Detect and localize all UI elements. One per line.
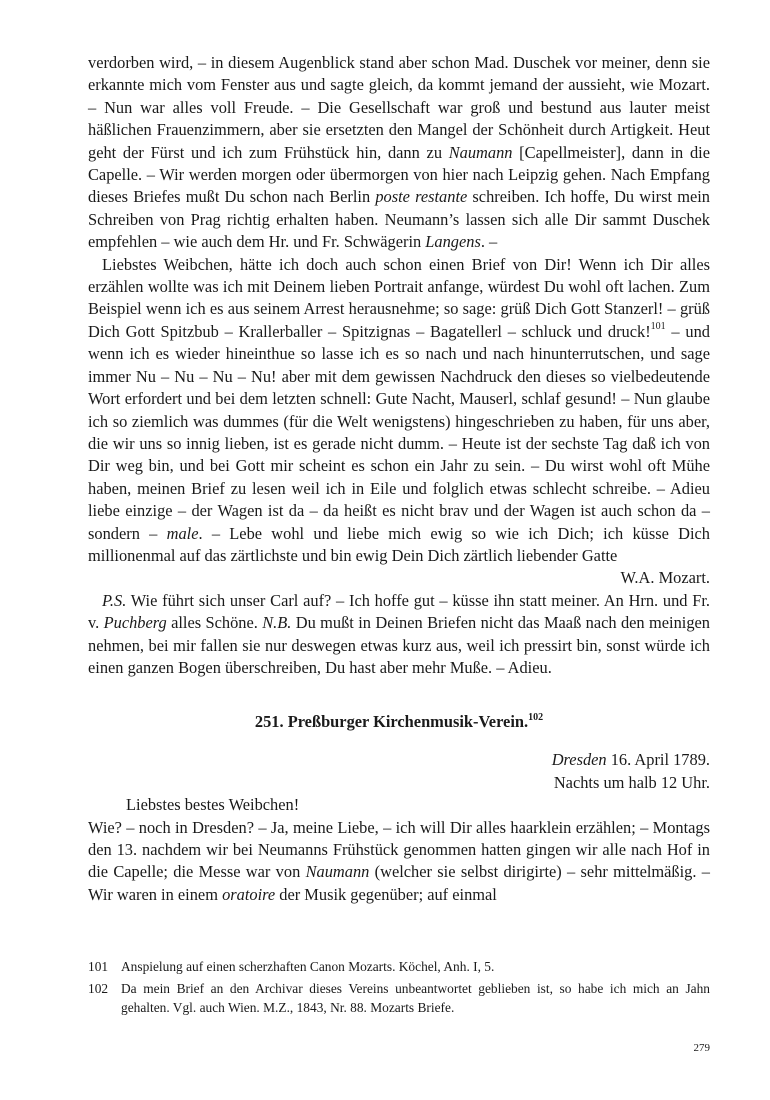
italic-name: Langens — [425, 232, 481, 252]
italic-word: oratoire — [222, 884, 276, 904]
paragraph — [88, 52, 710, 254]
footnote — [88, 980, 710, 1017]
letter-body — [88, 52, 710, 679]
page-number: 279 — [693, 1042, 710, 1054]
letter-body — [88, 749, 710, 906]
section-heading — [88, 711, 710, 733]
footnote-text: Anspielung auf einen scherzhaften Canon Mozarts. Köchel, Anh. I, 5. — [121, 959, 495, 974]
footnote-number: 101 — [88, 959, 109, 974]
italic-name: Puchberg — [103, 613, 167, 633]
text-run: der Musik gegenüber; auf einmal — [275, 884, 497, 904]
section-title: 251. Preßburger Kirchenmusik-Verein. — [254, 712, 529, 732]
text-run: (welcher sie selbst dirigirte) – sehr mittelmäßig. – Wir waren in einem — [88, 862, 710, 904]
text-run: [Capellmeister], dann in die Capelle. – Wir werden morgen oder übermorgen von hier nach Leipzig gehen. Nach Empfang dieses Briefes mußt Du schon nach Berlin — [88, 142, 710, 207]
text-run: – und wenn ich es wieder hineinthue so lasse ich es so nach und nach hinunterrutschen, und sage immer Nu – Nu – Nu – Nu! aber mit dem gewissen Nachdruck den dieses so vielbedeutende Wort erfordert und bei dem letzten schnell: Gute Nacht, Mauserl, schlaf gesund! – Nun glaube ich so ziemlich was dummes (für die Welt wenigstens) hingeschrieben zu haben, für uns aber, die wir uns so innig lieben, ist es gerade nicht dumm. – Heute ist der sechste Tag daß ich von Dir weg bin, und bei Gott mir scheint es schon ein Jahr zu sein. – Du wirst wohl oft Mühe haben, meinen Brief zu lesen weil ich in Eile und folglich etwas schlecht schreibe. – Adieu liebe einzige – der Wagen ist da – da heißt es nicht brav und der Wagen ist auch schon da – sondern – — [88, 321, 710, 543]
footnote-reference: 102 — [528, 711, 544, 723]
text-run: schreiben. Ich hoffe, Du wirst mein Schreiben von Prag richtig erhalten haben. Neumann’s lassen sich alle Dir sammt Duschek empfehlen – wie auch dem Hr. und Fr. Schwägerin — [88, 187, 710, 252]
place-name: Dresden — [551, 750, 607, 770]
date: 16. April 1789. — [606, 750, 710, 770]
footnote-text: Da mein Brief an den Archivar dieses Vereins unbeantwortet geblieben ist, so habe ich mich an Jahn gehalten. Vgl. auch Wien. M.Z., 1843, Nr. 88. Mozarts Briefe. — [121, 981, 710, 1015]
italic-name: Naumann — [305, 862, 370, 882]
italic-word: male — [166, 523, 199, 543]
text-run: . – — [480, 232, 498, 252]
italic-name: Naumann — [448, 142, 513, 162]
page-content — [88, 52, 710, 906]
nb-label: N.B. — [262, 613, 292, 633]
italic-phrase: poste restante — [375, 187, 468, 207]
ps-label: P.S. — [102, 590, 127, 610]
postscript — [88, 590, 710, 680]
text-run: Wie führt sich unser Carl auf? – Ich hoffe gut – küsse ihn statt meiner. An Hrn. und Fr. v. — [88, 590, 710, 633]
text-run: Liebstes Weibchen, hätte ich doch auch schon einen Brief von Dir! Wenn ich Dir alles erzählen wollte was ich mit Deinem lieben Portrait anfange, würdest Du wohl oft lachen. Zum Beispiel wenn ich es aus seinem Arrest herausnehme; so sage: grüß Dich Gott Stanzerl! – grüß Dich Gott Spitzbub – Krallerballer – Spitzignas – Bagatellerl – schluck und druck! — [88, 254, 710, 341]
text-run: Wie? – noch in Dresden? – Ja, meine Liebe, – ich will Dir alles haarklein erzählen; – Montags den 13. nachdem wir bei Neumanns Frühstück genommen hatten gingen wir alle nach Hof in die Capelle; die Messe war von — [88, 817, 710, 882]
footnote-number: 102 — [88, 981, 109, 997]
text-run: verdorben wird, – in diesem Augenblick stand aber schon Mad. Duschek vor meiner, denn sie erkannte mich vom Fenster aus und sagte gleich, da kommt jemand der aussieht, wie Mozart. – Nun war alles voll Freude. – Die Gesellschaft war groß und bestund aus lauter meist häßlichen Frauenzimmern, aber sie ersetzten den Mangel der Schönheit durch Artigkeit. Heut geht der Fürst und ich zum Frühstück hin, dann zu — [88, 53, 710, 162]
footnote-reference: 101 — [650, 321, 666, 333]
footnotes — [88, 958, 710, 1021]
text-run: . – Lebe wohl und liebe mich ewig so wie ich Dich; ich küsse Dich millionenmal auf das zärtlichste und bin ewig Dein Dich zärtlich liebender Gatte — [88, 523, 710, 565]
text-run: alles Schöne. — [166, 613, 263, 633]
footnote — [88, 958, 710, 976]
dateline — [88, 749, 710, 771]
text-run: Du mußt in Deinen Briefen nicht das Maaß nach den meinigen nehmen, bei mir fallen sie nur deswegen etwas kurz aus, weil ich pressirt bin, sonst würde ich einen ganzen Bogen überschreiben, Du hast aber mehr Muße. – Adieu. — [88, 613, 710, 677]
salutation: Liebstes bestes Weibchen! — [126, 795, 300, 815]
signature: W.A. Mozart. — [620, 568, 710, 588]
paragraph — [88, 817, 710, 907]
paragraph — [88, 254, 710, 568]
time-line: Nachts um halb 12 Uhr. — [553, 772, 710, 792]
